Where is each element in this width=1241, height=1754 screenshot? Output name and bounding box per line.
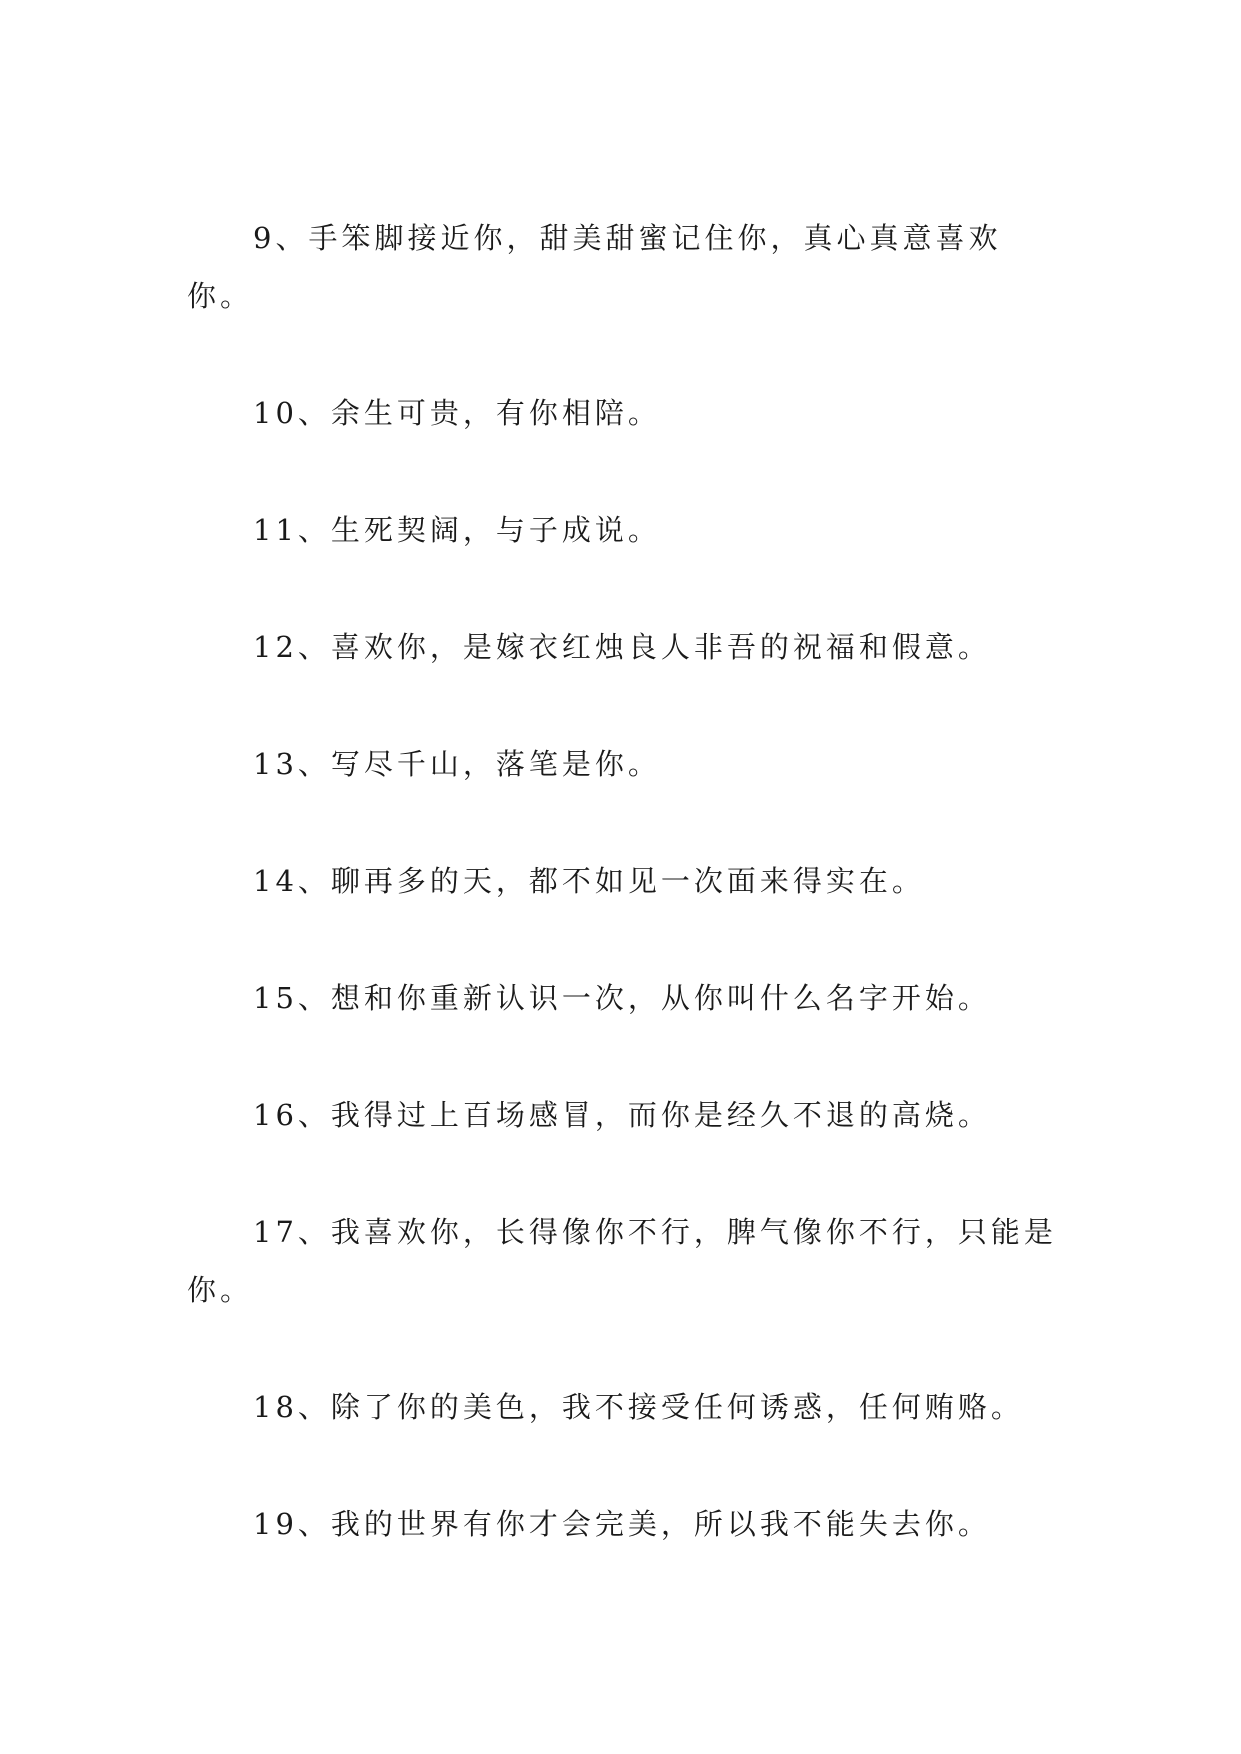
paragraph-16: 16、我得过上百场感冒，而你是经久不退的高烧。	[253, 1098, 991, 1132]
paragraph-10: 10、余生可贵，有你相陪。	[253, 396, 661, 430]
paragraph-18: 18、除了你的美色，我不接受任何诱惑，任何贿赂。	[253, 1390, 1024, 1424]
paragraph-17: 17、我喜欢你，长得像你不行，脾气像你不行，只能是你。	[187, 1215, 1057, 1307]
paragraph-19: 19、我的世界有你才会完美，所以我不能失去你。	[253, 1507, 991, 1541]
paragraph-14: 14、聊再多的天，都不如见一次面来得实在。	[253, 864, 925, 898]
paragraph-13: 13、写尽千山，落笔是你。	[253, 747, 661, 781]
document-body	[187, 209, 1057, 1612]
paragraph-11: 11、生死契阔，与子成说。	[253, 513, 661, 547]
paragraph-9: 9、手笨脚接近你，甜美甜蜜记住你，真心真意喜欢你。	[187, 221, 1002, 313]
paragraph-15: 15、想和你重新认识一次，从你叫什么名字开始。	[253, 981, 991, 1015]
paragraph-12: 12、喜欢你，是嫁衣红烛良人非吾的祝福和假意。	[253, 630, 991, 664]
